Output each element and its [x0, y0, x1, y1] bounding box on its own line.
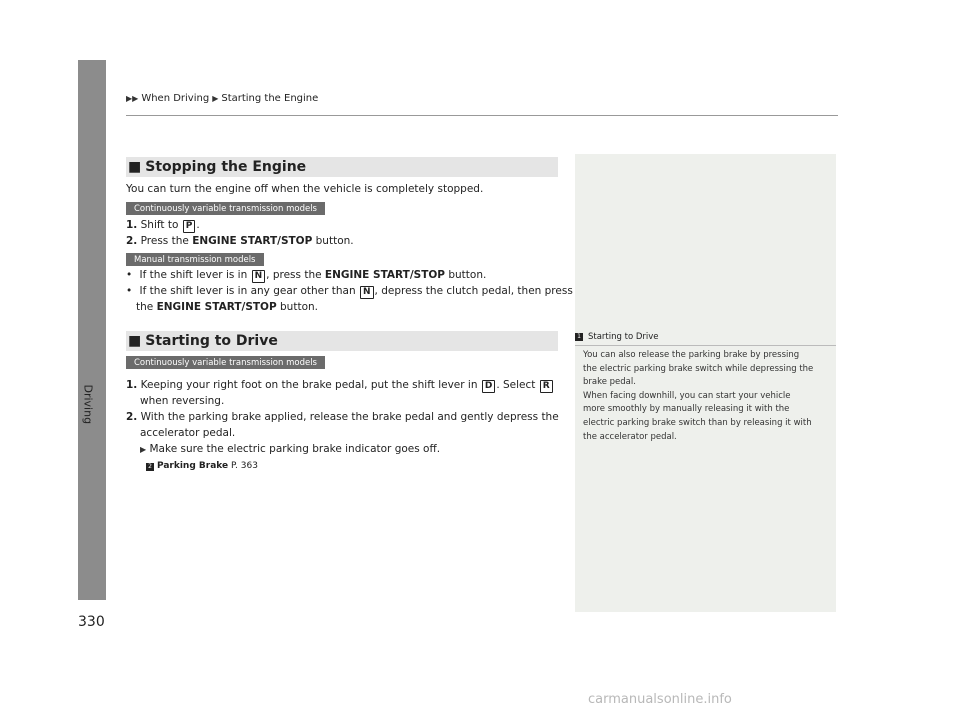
step-text: Shift to: [140, 219, 179, 231]
note-line: electric parking brake switch than by releasing it with: [583, 417, 812, 428]
bullet-icon: •: [126, 269, 133, 281]
note-line: the accelerator pedal.: [583, 431, 677, 442]
gear-key-r: R: [540, 380, 553, 393]
manual-bullet-2: [126, 283, 573, 299]
step-text-end: .: [196, 219, 200, 231]
reference-icon: 2: [146, 463, 154, 471]
step-number: 2.: [126, 235, 138, 247]
gear-key-p: P: [183, 220, 196, 233]
note-line: You can also release the parking brake by pressing: [583, 350, 800, 360]
bullet-text-mid: , press the: [266, 269, 322, 281]
side-note-title: Starting to Drive: [588, 332, 659, 342]
cvt-step-1: [126, 217, 200, 233]
note-line: more smoothly by manually releasing it with the: [583, 404, 790, 415]
section-square-icon: ■: [128, 333, 142, 349]
reference-title: Parking Brake: [157, 461, 229, 471]
section-square-icon: ■: [128, 159, 142, 175]
gear-key-n: N: [360, 286, 374, 299]
manual-badge: Manual transmission models: [126, 253, 264, 266]
section-heading-stopping: [126, 157, 558, 177]
cvt-badge: Continuously variable transmission models: [126, 356, 325, 369]
section-heading-starting: [126, 331, 558, 351]
cvt-badge: Continuously variable transmission models: [126, 202, 325, 215]
note-line: the electric parking brake switch while depressing the: [583, 363, 814, 374]
watermark: carmanualsonline.info: [588, 692, 732, 707]
side-note-body: [583, 349, 833, 444]
drive-step-1: [126, 377, 554, 393]
bullet-text: the: [136, 301, 154, 313]
breadcrumb-arrow-icon: ▶: [212, 94, 219, 103]
drive-step-1-cont: when reversing.: [140, 395, 225, 407]
engine-button-name: ENGINE START/STOP: [192, 235, 313, 247]
bullet-text-end: button.: [280, 301, 318, 313]
breadcrumb-arrow-icon: ▶▶: [126, 94, 139, 103]
drive-step-2: [126, 409, 559, 425]
bullet-text: If the shift lever is in: [139, 269, 248, 281]
breadcrumb-current: Starting the Engine: [221, 93, 319, 104]
page-number: 330: [78, 614, 105, 630]
step-text-mid: . Select: [496, 379, 536, 391]
bullet-text-end: , depress the clutch pedal, then press: [374, 285, 573, 297]
step-number: 1.: [126, 379, 138, 391]
cross-reference-link[interactable]: [146, 461, 258, 471]
note-marker-icon: 1: [575, 333, 583, 341]
section-title: Starting to Drive: [145, 333, 278, 349]
cvt-step-2: [126, 233, 354, 249]
header-divider: [126, 115, 838, 116]
step-text: Press the: [140, 235, 189, 247]
note-line: brake pedal.: [583, 377, 636, 388]
engine-button-name: ENGINE START/STOP: [156, 301, 277, 313]
side-note-divider: [575, 345, 836, 346]
step-text: Keeping your right foot on the brake pedal, put the shift lever in: [140, 379, 478, 391]
step-text: With the parking brake applied, release the brake pedal and gently depress the: [140, 411, 559, 423]
chapter-tab-label: Driving: [81, 384, 95, 425]
bullet-icon: •: [126, 285, 133, 297]
sub-note-text: Make sure the electric parking brake indicator goes off.: [149, 443, 441, 455]
side-note-heading: [575, 332, 659, 342]
gear-key-d: D: [482, 380, 495, 393]
note-line: When facing downhill, you can start your vehicle: [583, 390, 791, 401]
drive-step-2-cont: accelerator pedal.: [140, 427, 236, 439]
section-title: Stopping the Engine: [145, 159, 307, 175]
breadcrumb: [126, 93, 318, 104]
step-number: 1.: [126, 219, 138, 231]
sub-arrow-icon: ▶: [140, 445, 147, 454]
gear-key-n: N: [252, 270, 266, 283]
step-text-end: button.: [315, 235, 354, 247]
manual-bullet-1: [126, 267, 486, 283]
engine-button-name: ENGINE START/STOP: [324, 269, 445, 281]
drive-sub-note: [140, 441, 440, 458]
bullet-text-end: button.: [448, 269, 487, 281]
reference-page: P. 363: [231, 461, 258, 471]
breadcrumb-parent[interactable]: When Driving: [141, 93, 210, 104]
step-number: 2.: [126, 411, 138, 423]
stopping-intro: You can turn the engine off when the vehicle is completely stopped.: [126, 183, 484, 195]
bullet-text: If the shift lever is in any gear other than: [139, 285, 356, 297]
manual-bullet-2-cont: [136, 299, 318, 315]
